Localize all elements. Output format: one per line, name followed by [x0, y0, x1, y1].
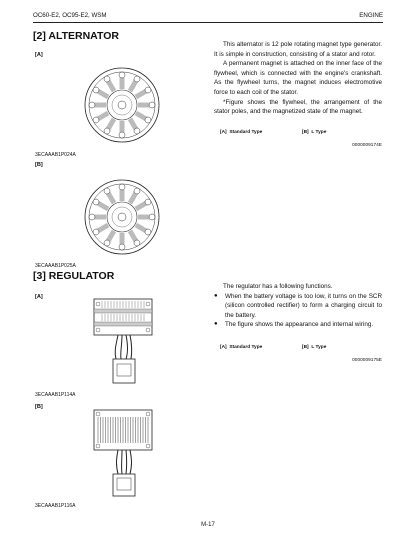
pole-shoe	[134, 76, 140, 82]
regulator-code: 0000009175E	[352, 358, 382, 363]
alternator-fig-a-caption: 3ECAAAB1P024A	[35, 152, 76, 158]
regulator-fig-a-caption: 3ECAAAB1P114A	[35, 392, 76, 398]
header-rule	[33, 22, 383, 23]
alternator-paragraph: A permanent magnet is attached on the inner face of the flywheel, which is connected with the engine's crankshaft. As the flywheel turns, the magnet induces electromotive force to each coil of the stator.	[214, 60, 382, 96]
header-manual-title: OC60-E2, OC95-E2, WSM	[33, 12, 107, 19]
legend-text: Standard Type	[229, 130, 263, 135]
pole-shoe	[145, 117, 151, 123]
pole-shoe	[119, 244, 125, 250]
header-section-name: ENGINE	[359, 12, 383, 19]
alternator-legend-b	[302, 130, 326, 135]
pole-shoe	[93, 87, 99, 93]
pole-shoe	[89, 102, 95, 108]
regulator-heading: [3] REGULATOR	[33, 270, 115, 282]
pole-shoe	[149, 214, 155, 220]
legend-text: L Type	[311, 130, 327, 135]
pole-shoe	[104, 188, 110, 194]
pole-shoe	[119, 184, 125, 190]
pole-shoe	[119, 132, 125, 138]
regulator-fig-b-tag: [B]	[35, 404, 43, 410]
alternator-stator-figure-a	[82, 66, 162, 144]
regulator-description	[214, 282, 382, 330]
pole-shoe	[104, 76, 110, 82]
regulator-fig-a-tag: [A]	[35, 294, 43, 300]
list-item: ● When the battery voltage is too low, it turns on the SCR (silicon controlled rectifier) to form a charging circuit to the battery.	[214, 292, 382, 321]
pole-shoe	[145, 199, 151, 205]
list-item: ● The figure shows the appearance and internal wiring.	[214, 320, 382, 330]
alternator-paragraph: *Figure shows the flywheel, the arrangement of the stator poles, and the magnetized state of the magnet.	[214, 98, 382, 116]
page-number: M-17	[201, 522, 215, 528]
legend-key: [A]	[220, 130, 227, 135]
alternator-legend-a	[220, 130, 262, 135]
pole-shoe	[104, 240, 110, 246]
pole-shoe	[145, 229, 151, 235]
legend-key: [B]	[302, 345, 309, 350]
regulator-legend-a	[220, 345, 262, 350]
pole-shoe	[93, 199, 99, 205]
alternator-heading: [2] ALTERNATOR	[33, 30, 119, 42]
alternator-description	[214, 40, 382, 117]
alternator-paragraph: This alternator is 12 pole rotating magnet type generator. It is simple in construction, consisting of a stator and rotor.	[214, 41, 382, 58]
alternator-fig-b-caption: 3ECAAAB1P025A	[35, 263, 76, 269]
legend-text: Standard Type	[229, 345, 263, 350]
regulator-legend-b	[302, 345, 326, 350]
legend-key: [A]	[220, 345, 227, 350]
pole-shoe	[134, 188, 140, 194]
pole-shoe	[145, 87, 151, 93]
pole-shoe	[134, 240, 140, 246]
regulator-figure-a	[92, 297, 154, 389]
pole-shoe	[134, 128, 140, 134]
alternator-fig-a-tag: [A]	[35, 52, 43, 58]
pole-shoe	[104, 128, 110, 134]
alternator-stator-figure-b	[82, 178, 162, 256]
regulator-fig-b-caption: 3ECAAAB1P116A	[35, 503, 76, 509]
legend-text: L Type	[311, 345, 327, 350]
regulator-function-list	[214, 292, 382, 330]
pole-shoe	[119, 72, 125, 78]
regulator-intro: The regulator has a following functions.	[223, 283, 333, 290]
alternator-code: 0000009174E	[352, 143, 382, 148]
pole-shoe	[93, 117, 99, 123]
alternator-fig-b-tag: [B]	[35, 162, 43, 168]
pole-shoe	[89, 214, 95, 220]
pole-shoe	[93, 229, 99, 235]
regulator-figure-b	[92, 408, 154, 500]
pole-shoe	[149, 102, 155, 108]
legend-key: [B]	[302, 130, 309, 135]
